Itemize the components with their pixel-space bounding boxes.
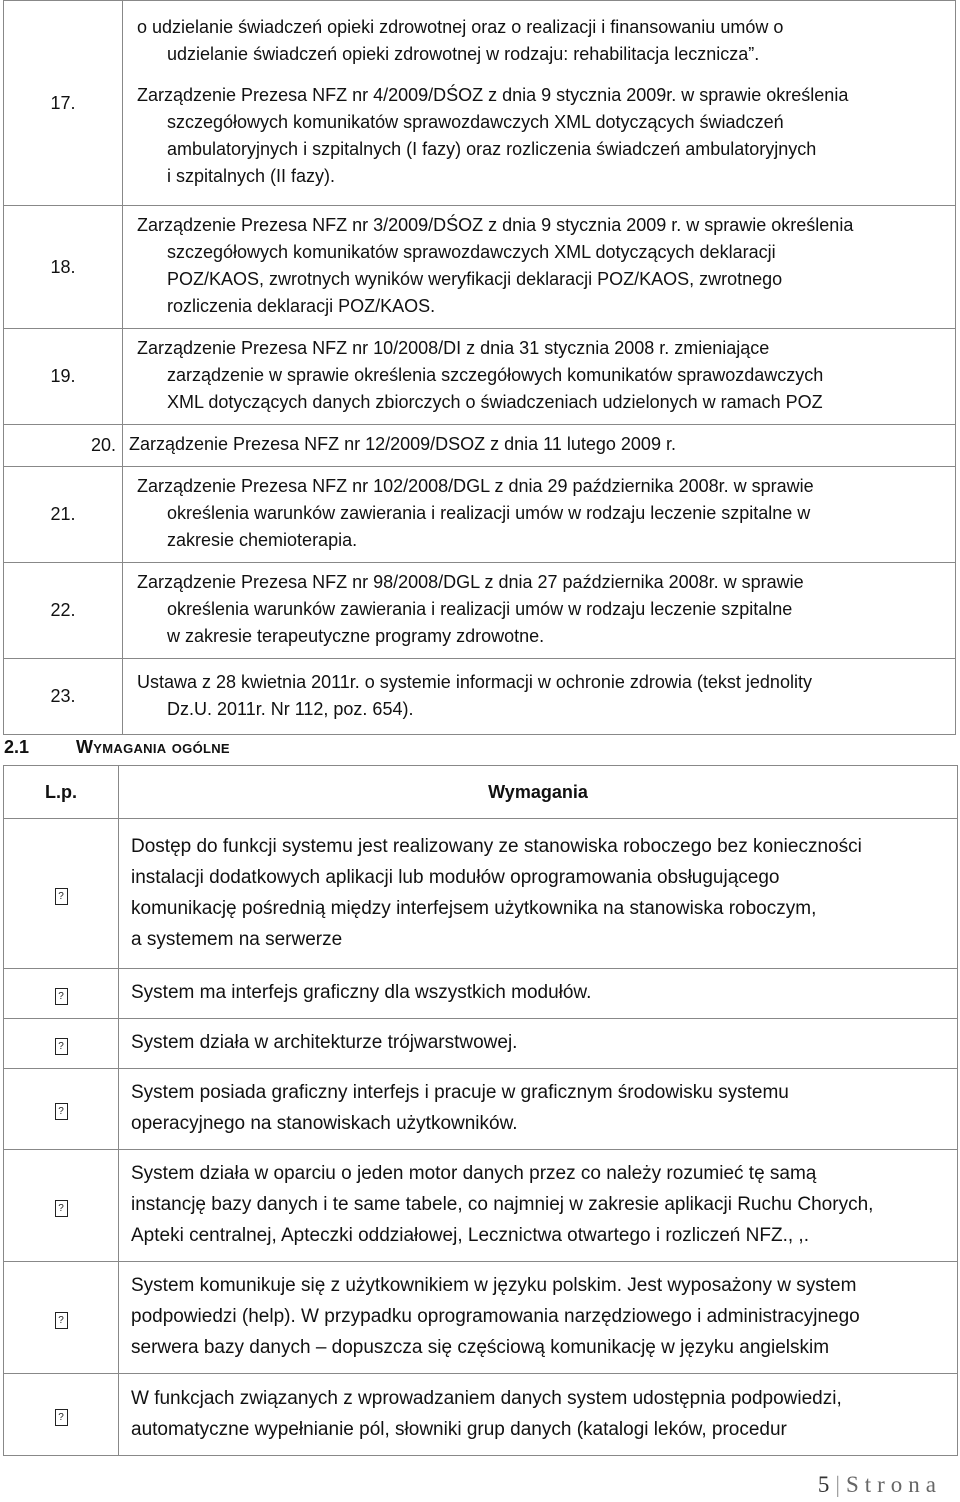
list-entry-continuation-line: określenia warunków zawierania i realizacji umów w rodzaju leczenie szpitalne: [167, 599, 793, 619]
list-entry-continuation-line: zakresie chemioterapia.: [167, 530, 358, 550]
requirement-text: [119, 1019, 958, 1069]
requirement-line: operacyjnego na stanowiskach użytkowników.: [131, 1113, 518, 1134]
requirement-text: [119, 819, 958, 969]
list-row-number: 19.: [4, 329, 123, 425]
list-row: [4, 425, 956, 467]
list-entry-continuation-line: XML dotyczących danych zbiorczych o świadczeniach udzielonych w ramach POZ: [167, 392, 823, 412]
page-footer: [818, 1472, 942, 1498]
requirement-line: System komunikuje się z użytkownikiem w języku polskim. Jest wyposażony w system: [131, 1275, 857, 1296]
requirement-text: [119, 1150, 958, 1262]
missing-glyph-icon: ?: [55, 1312, 68, 1329]
section-title: Wymagania ogólne: [76, 737, 230, 757]
list-entry-continuation-line: zarządzenie w sprawie określenia szczegółowych komunikatów sprawozdawczych: [167, 365, 824, 385]
header-requirements: Wymagania: [119, 766, 958, 819]
requirement-text: [119, 1069, 958, 1150]
list-entry-continuation-line: rozliczenia deklaracji POZ/KAOS.: [167, 296, 436, 316]
requirement-bullet-cell: [4, 1019, 119, 1069]
requirement-line: komunikację pośrednią między interfejsem użytkownika na stanowiska roboczym,: [131, 897, 817, 919]
missing-glyph-icon: ?: [55, 1038, 68, 1055]
requirement-line: a systemem na serwerze: [131, 928, 343, 950]
requirement-line: System działa w architekturze trójwarstwowej.: [131, 1032, 518, 1053]
list-row-text: [123, 1, 956, 206]
footer-separator: |: [835, 1472, 840, 1497]
footer-word: Strona: [845, 1472, 942, 1497]
list-entry: [137, 473, 941, 554]
requirements-header-row: [4, 766, 958, 819]
missing-glyph-icon: ?: [55, 888, 68, 905]
list-entry-first-line: Zarządzenie Prezesa NFZ nr 4/2009/DŚOZ z dnia 9 stycznia 2009r. w sprawie określenia: [137, 85, 849, 105]
requirement-line: Dostęp do funkcji systemu jest realizowany ze stanowiska roboczego bez konieczności: [131, 835, 862, 857]
list-row: [4, 329, 956, 425]
list-entry: [129, 431, 941, 458]
list-row-text: [123, 425, 956, 467]
requirement-row: [4, 1019, 958, 1069]
list-entry-continuation-line: określenia warunków zawierania i realizacji umów w rodzaju leczenie szpitalne w: [167, 503, 811, 523]
requirement-line: W funkcjach związanych z wprowadzaniem danych system udostępnia podpowiedzi,: [131, 1387, 842, 1409]
requirement-line: instalacji dodatkowych aplikacji lub modułów oprogramowania obsługującego: [131, 866, 780, 888]
list-row-text: [123, 206, 956, 329]
list-entry: [137, 335, 941, 416]
requirement-row: [4, 1374, 958, 1456]
list-row-text: [123, 659, 956, 735]
requirement-line: instancję bazy danych i te same tabele, co najmniej w zakresie aplikacji Ruchu Chorych,: [131, 1194, 874, 1215]
list-row-number: 23.: [4, 659, 123, 735]
list-row: [4, 467, 956, 563]
list-row: [4, 659, 956, 735]
missing-glyph-icon: ?: [55, 988, 68, 1005]
list-row-number: 21.: [4, 467, 123, 563]
requirement-row: [4, 1150, 958, 1262]
requirement-text: [119, 1262, 958, 1374]
requirement-line: podpowiedzi (help). W przypadku oprogramowania narzędziowego i administracyjnego: [131, 1306, 860, 1327]
list-entry: [137, 669, 941, 723]
requirement-line: System posiada graficzny interfejs i pracuje w graficznym środowisku systemu: [131, 1082, 789, 1103]
header-lp: L.p.: [4, 766, 119, 819]
list-entry: [137, 212, 941, 320]
list-entry-continuation-line: Dz.U. 2011r. Nr 112, poz. 654).: [167, 698, 414, 719]
list-entry: [137, 14, 941, 68]
list-row-text: [123, 563, 956, 659]
missing-glyph-icon: ?: [55, 1409, 68, 1426]
requirement-row: [4, 819, 958, 969]
list-entry: [137, 82, 941, 190]
requirement-row: [4, 969, 958, 1019]
requirement-row: [4, 1069, 958, 1150]
list-row-number: 20.: [4, 425, 123, 467]
requirement-line: serwera bazy danych – dopuszcza się częściową komunikację w języku angielskim: [131, 1337, 830, 1358]
list-row-number: 22.: [4, 563, 123, 659]
requirement-text: [119, 969, 958, 1019]
list-entry-continuation-line: szczegółowych komunikatów sprawozdawczych XML dotyczących świadczeń: [167, 112, 784, 132]
requirement-line: System działa w oparciu o jeden motor danych przez co należy rozumieć tę samą: [131, 1163, 817, 1184]
list-row-text: [123, 329, 956, 425]
list-row-number: 18.: [4, 206, 123, 329]
list-entry-first-line: Ustawa z 28 kwietnia 2011r. o systemie informacji w ochronie zdrowia (tekst jednolity: [137, 671, 812, 692]
requirements-table: [3, 765, 958, 1456]
list-entry-first-line: Zarządzenie Prezesa NFZ nr 98/2008/DGL z dnia 27 października 2008r. w sprawie: [137, 572, 804, 592]
page-number: 5: [817, 1472, 830, 1497]
requirement-row: [4, 1262, 958, 1374]
list-row: [4, 563, 956, 659]
requirement-bullet-cell: [4, 1374, 119, 1456]
list-entry-continuation-line: szczegółowych komunikatów sprawozdawczych XML dotyczących deklaracji: [167, 242, 776, 262]
section-heading: [4, 737, 230, 758]
list-entry-first-line: o udzielanie świadczeń opieki zdrowotnej oraz o realizacji i finansowaniu umów o: [137, 17, 784, 37]
list-entry-continuation-line: w zakresie terapeutyczne programy zdrowotne.: [167, 626, 545, 646]
list-entry-continuation-line: udzielanie świadczeń opieki zdrowotnej w rodzaju: rehabilitacja lecznicza”.: [167, 44, 760, 64]
requirement-bullet-cell: [4, 1262, 119, 1374]
list-entry: [137, 569, 941, 650]
list-row: [4, 206, 956, 329]
list-entry-continuation-line: ambulatoryjnych i szpitalnych (I fazy) oraz rozliczenia świadczeń ambulatoryjnych: [167, 139, 817, 159]
requirement-bullet-cell: [4, 1069, 119, 1150]
missing-glyph-icon: ?: [55, 1103, 68, 1120]
requirement-text: [119, 1374, 958, 1456]
list-entry-first-line: Zarządzenie Prezesa NFZ nr 3/2009/DŚOZ z dnia 9 stycznia 2009 r. w sprawie określenia: [137, 215, 854, 235]
requirement-bullet-cell: [4, 969, 119, 1019]
requirement-line: automatyczne wypełnianie pól, słowniki grup danych (katalogi leków, procedur: [131, 1418, 787, 1440]
requirement-bullet-cell: [4, 819, 119, 969]
requirement-bullet-cell: [4, 1150, 119, 1262]
missing-glyph-icon: ?: [55, 1200, 68, 1217]
list-entry-continuation-line: POZ/KAOS, zwrotnych wyników weryfikacji deklaracji POZ/KAOS, zwrotnego: [167, 269, 783, 289]
list-entry-first-line: Zarządzenie Prezesa NFZ nr 12/2009/DSOZ z dnia 11 lutego 2009 r.: [129, 434, 676, 454]
list-entry-continuation-line: i szpitalnych (II fazy).: [167, 166, 336, 186]
list-row-text: [123, 467, 956, 563]
list-entry-first-line: Zarządzenie Prezesa NFZ nr 102/2008/DGL z dnia 29 października 2008r. w sprawie: [137, 476, 814, 496]
requirement-line: System ma interfejs graficzny dla wszystkich modułów.: [131, 982, 592, 1003]
requirement-line: Apteki centralnej, Apteczki oddziałowej, Lecznictwa otwartego i rozliczeń NFZ., ,.: [131, 1225, 809, 1246]
references-table: [3, 0, 956, 735]
section-number: 2.1: [4, 737, 30, 757]
list-row: [4, 1, 956, 206]
list-entry-first-line: Zarządzenie Prezesa NFZ nr 10/2008/DI z dnia 31 stycznia 2008 r. zmieniające: [137, 338, 770, 358]
list-row-number: 17.: [4, 1, 123, 206]
